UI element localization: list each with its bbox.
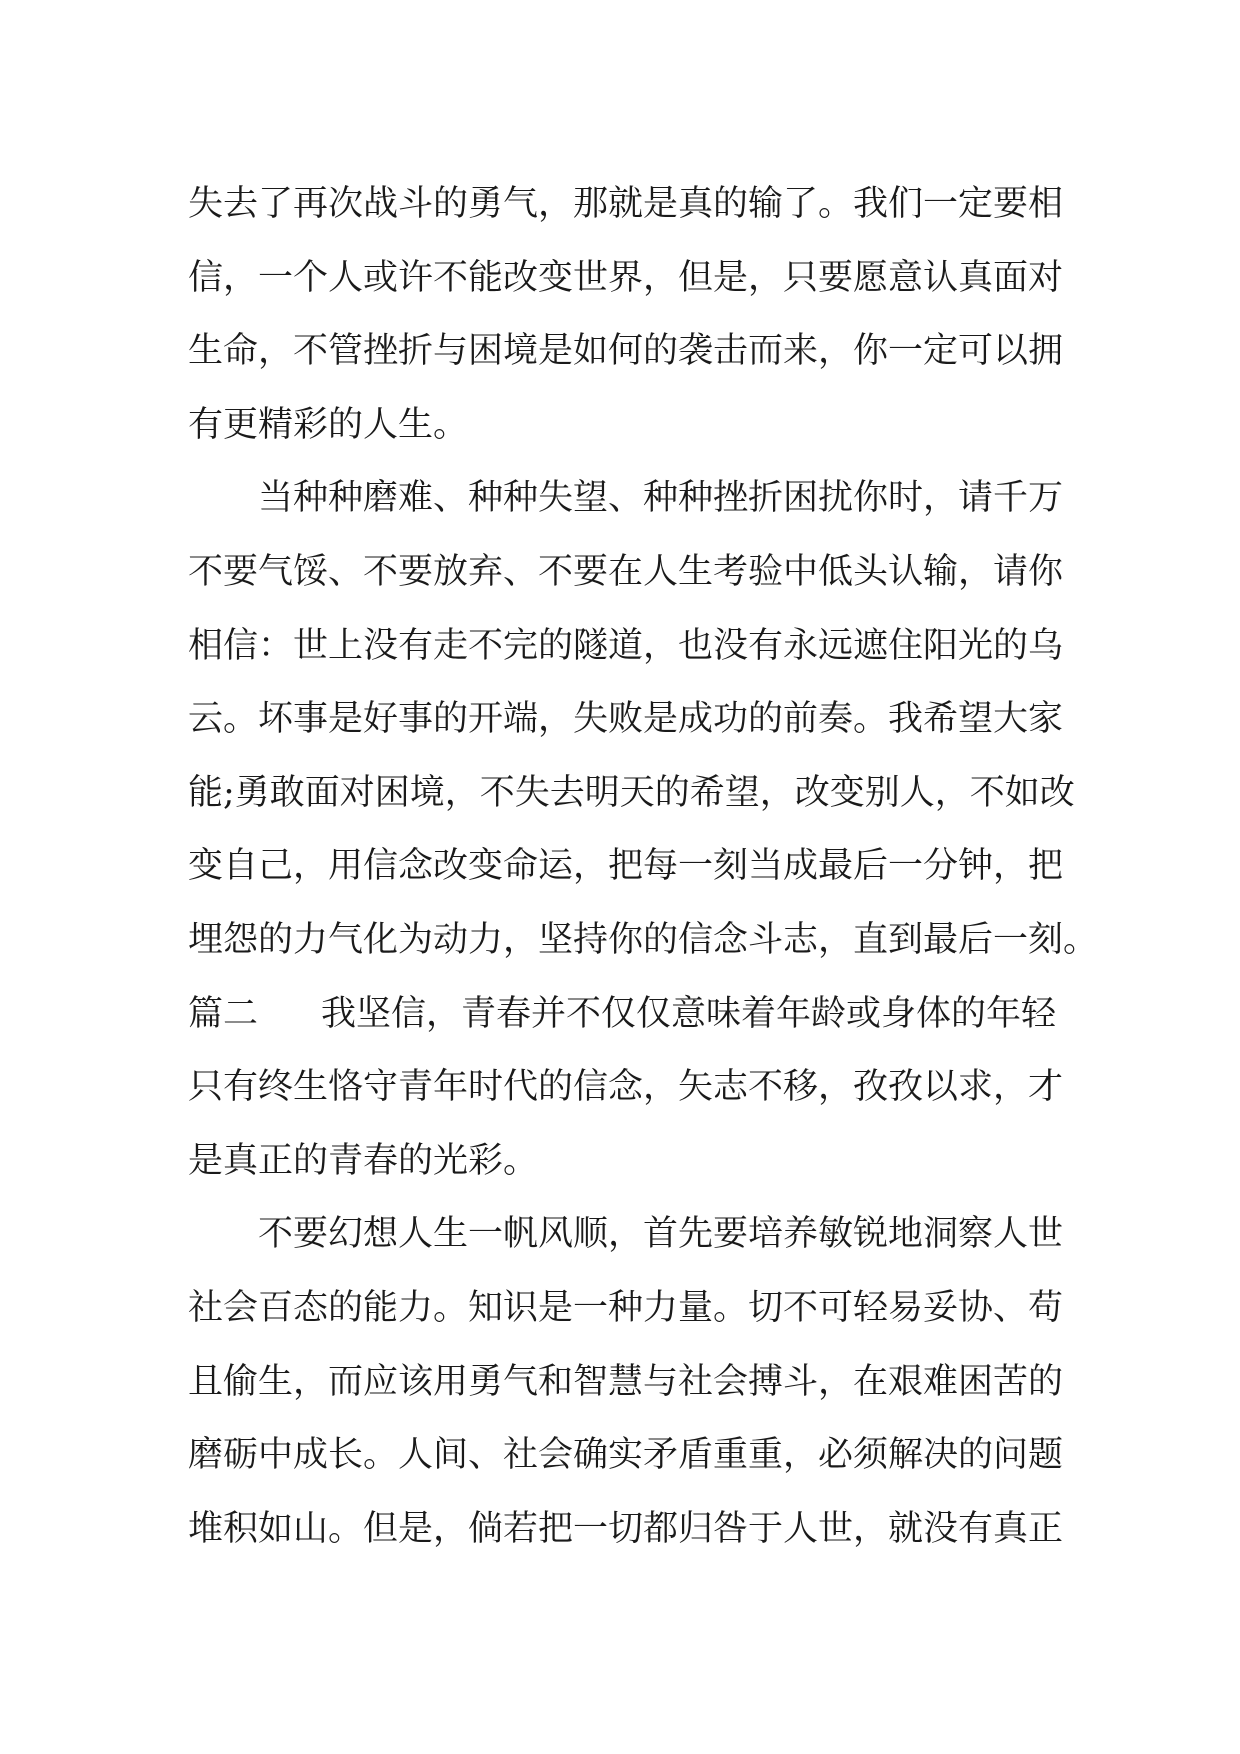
document-body	[188, 168, 1099, 1566]
text-line: 社会百态的能力。知识是一种力量。切不可轻易妥协、苟	[188, 1287, 1064, 1328]
paragraph-4	[188, 1198, 1064, 1566]
paragraph-2	[188, 462, 1099, 977]
text-line: 有更精彩的人生。	[188, 404, 469, 445]
section-heading-row	[188, 978, 1056, 1052]
text-line: 变自己，用信念改变命运，把每一刻当成最后一分钟，把	[188, 846, 1064, 887]
text-line: 相信：世上没有走不完的隧道，也没有永远遮住阳光的乌	[188, 625, 1064, 666]
text-line: 当种种磨难、种种失望、种种挫折困扰你时，请千万	[258, 478, 1064, 519]
text-line: 我坚信，青春并不仅仅意味着年龄或身体的年轻	[320, 993, 1056, 1034]
text-line: 只有终生恪守青年时代的信念，矢志不移，孜孜以求，才	[188, 1067, 1064, 1108]
section-label: 篇二	[188, 993, 259, 1034]
text-line: 堆积如山。但是，倘若把一切都归咎于人世，就没有真正	[188, 1508, 1064, 1549]
section-2	[188, 978, 1064, 1199]
paragraph-1	[188, 168, 1064, 462]
text-line: 埋怨的力气化为动力，坚持你的信念斗志，直到最后一刻。	[188, 919, 1099, 960]
text-line: 能;勇敢面对困境，不失去明天的希望，改变别人，不如改	[188, 772, 1075, 813]
text-line: 是真正的青春的光彩。	[188, 1140, 539, 1181]
text-line: 失去了再次战斗的勇气，那就是真的输了。我们一定要相	[188, 184, 1064, 224]
text-line: 不要气馁、不要放弃、不要在人生考验中低头认输，请你	[188, 551, 1064, 592]
text-line: 不要幻想人生一帆风顺，首先要培养敏锐地洞察人世	[258, 1214, 1064, 1255]
text-line: 且偷生，而应该用勇气和智慧与社会搏斗，在艰难困苦的	[188, 1361, 1064, 1402]
text-line: 云。坏事是好事的开端，失败是成功的前奏。我希望大家	[188, 699, 1064, 740]
text-line: 磨砺中成长。人间、社会确实矛盾重重，必须解决的问题	[188, 1435, 1064, 1476]
text-line: 信，一个人或许不能改变世界，但是，只要愿意认真面对	[188, 257, 1064, 298]
text-line: 生命，不管挫折与困境是如何的袭击而来，你一定可以拥	[188, 331, 1064, 372]
